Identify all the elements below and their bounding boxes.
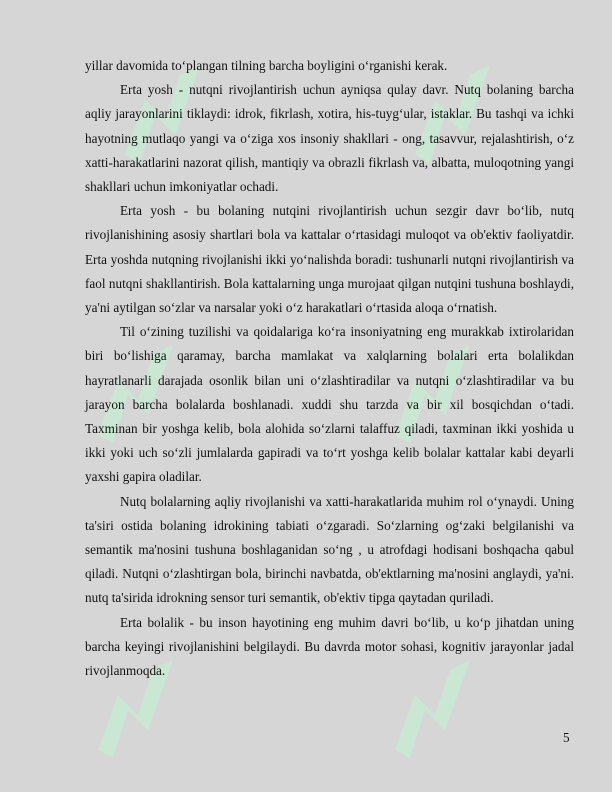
paragraph-6: Erta bolalik - bu inson hayotining eng muhim davri bo‘lib, u ko‘p jihatdan uning barcha keyingi rivojlanishini belgilaydi. Bu davrda motor sohasi, kognitiv jarayonlar jadal rivojlanmoqda. [85, 614, 574, 679]
paragraph-4: Til o‘zining tuzilishi va qoidalariga ko‘ra insoniyatning eng murakkab ixtirolaridan biri bo‘lishiga qaramay, barcha mamlakat va xalqlarning bolalari erta bolalikdan hayratlanarli darajada osonlik bilan uni o‘zlashtiradilar va nutqni o‘zlashtiradilar va bu jarayon barcha bolalarda boshlanadi. xuddi shu tarzda va bir xil bosqichdan o‘tadi. Taxminan bir yoshga kelib, bola alohida so‘zlarni talaffuz qiladi, taxminan ikki yoshida u ikki yoki uch so‘zli jumlalarda gapiradi va to‘rt yoshga kelib bolalar kattalar kabi deyarli yaxshi gapira oladilar. [85, 324, 574, 485]
paragraph-2: Erta yosh - nutqni rivojlantirish uchun ayniqsa qulay davr. Nutq bolaning barcha aqliy jarayonlarini tiklaydi: idrok, fikrlash, xotira, his-tuyg‘ular, istaklar. Bu tashqi va ichki hayotning mutlaqo yangi va o‘ziga xos insoniy shakllari - ong, tasavvur, rejalashtirish, o‘z xatti-harakatlarini nazorat qilish, mantiqiy va obrazli fikrlash va, albatta, muloqotning yangi shakllari uchun imkoniyatlar ochadi. [85, 82, 574, 195]
page-number: 5 [563, 730, 570, 745]
body-text [85, 54, 574, 683]
paragraph-1: yillar davomida to‘plangan tilning barcha boyligini o‘rganishi kerak. [85, 58, 448, 73]
paragraph-3: Erta yosh - bu bolaning nutqini rivojlantirish uchun sezgir davr bo‘lib, nutq rivojlanishining asosiy shartlari bola va kattalar o‘rtasidagi muloqot va ob'ektiv faoliyatdir. Erta yoshda nutqning rivojlanishi ikki yo‘nalishda boradi: tushunarli nutqni rivojlantirish va faol nutqni shakllantirish. Bola kattalarning unga murojaat qilgan nutqini tushuna boshlaydi, ya'ni aytilgan so‘zlar va narsalar yoki o‘z harakatlari o‘rtasida aloqa o‘rnatish. [85, 203, 574, 316]
paragraph-5: Nutq bolalarning aqliy rivojlanishi va xatti-harakatlarida muhim rol o‘ynaydi. Uning ta'siri ostida bolaning idrokining tabiati o‘zgaradi. So‘zlarning og‘zaki belgilanishi va semantik ma'nosini tushuna boshlaganidan so‘ng , u atrofdagi hodisani boshqacha qabul qiladi. Nutqni o‘zlashtirgan bola, birinchi navbatda, ob'ektlarning ma'nosini anglaydi, ya'ni. nutq ta'sirida idrokning sensor turi semantik, ob'ektiv tipga qaytadan quriladi. [85, 493, 574, 606]
